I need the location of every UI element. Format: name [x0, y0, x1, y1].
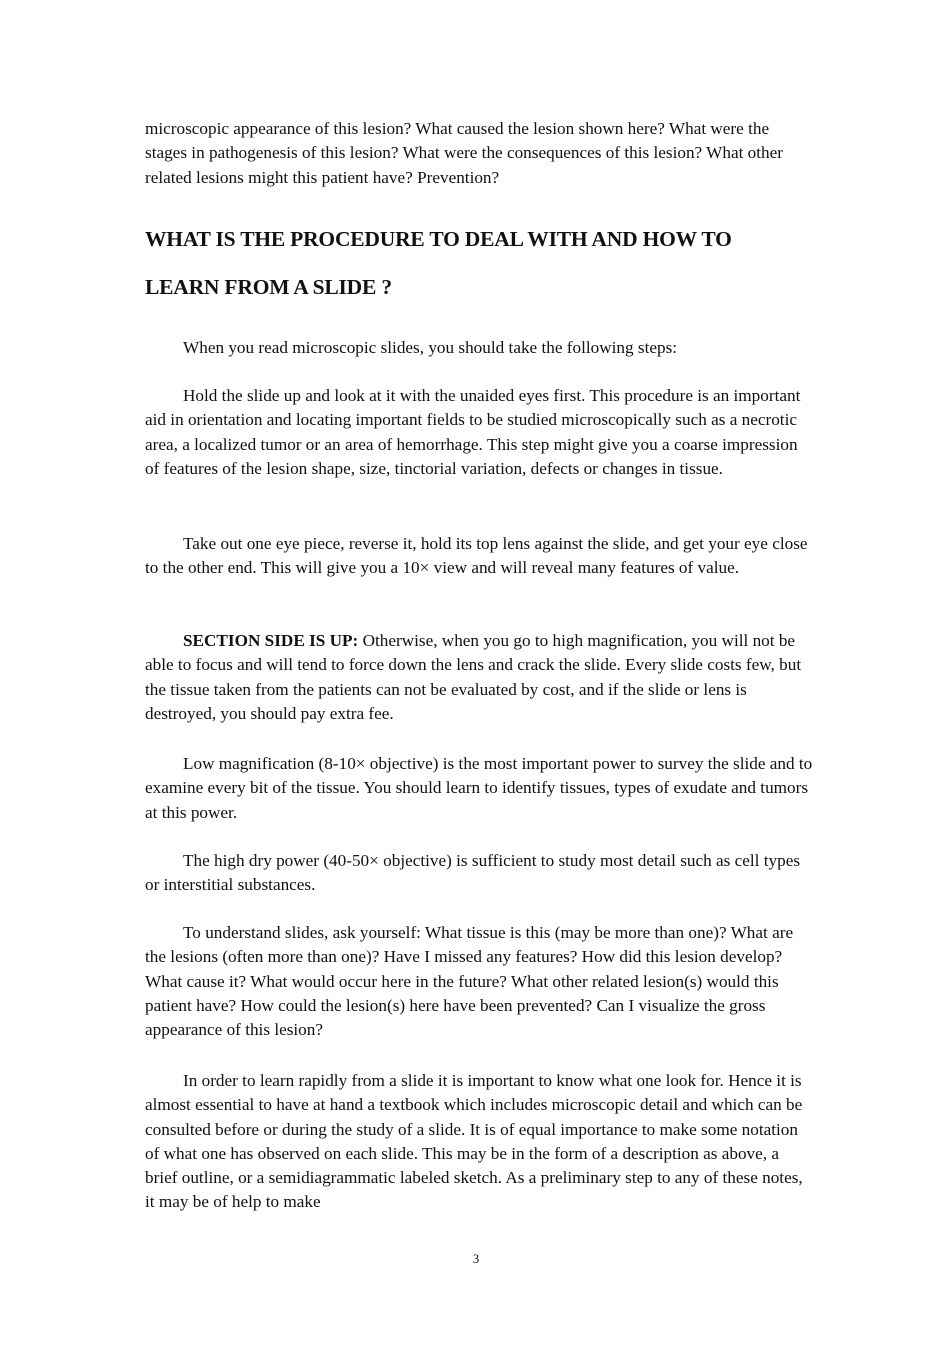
- paragraph-section-side: [145, 629, 815, 726]
- intro-paragraph: microscopic appearance of this lesion? What caused the lesion shown here? What were the stages in pathogenesis of this lesion? What were the consequences of this lesion? What other related lesions might this patient have? Prevention?: [145, 119, 783, 187]
- paragraph-steps-intro: When you read microscopic slides, you should take the following steps:: [183, 338, 678, 357]
- paragraph-eye-piece: Take out one eye piece, reverse it, hold its top lens against the slide, and get your eye close to the other end. This will give you a 10× view and will reveal many features of value.: [145, 534, 808, 578]
- section-heading-line-2: LEARN FROM A SLIDE ?: [145, 275, 392, 299]
- paragraph-high-dry: The high dry power (40-50× objective) is sufficient to study most detail such as cell types or interstitial substances.: [145, 851, 801, 895]
- section-side-label: SECTION SIDE IS UP:: [183, 631, 359, 650]
- paragraph-learn-rapidly: In order to learn rapidly from a slide it is important to know what one look for. Hence it is almost essential to have at hand a textbook which includes microscopic detail and which can be consulted before or during the study of a slide. It is of equal importance to make some notation of what one has observed on each slide. This may be in the form of a description as above, a brief outline, or a semidiagrammatic labeled sketch. As a preliminary step to any of these notes, it may be of help to make: [145, 1071, 803, 1212]
- section-heading-line-1: WHAT IS THE PROCEDURE TO DEAL WITH AND HOW TO: [145, 227, 732, 251]
- section-side-text: Otherwise, when you go to high magnification, you will not be able to focus and will tend to force down the lens and crack the slide. Every slide costs few, but the tissue taken from the patients can not be evaluated by cost, and if the slide or lens is destroyed, you should pay extra fee.: [145, 631, 802, 723]
- paragraph-understand-slides: To understand slides, ask yourself: What tissue is this (may be more than one)? What are the lesions (often more than one)? Have I missed any features? How did this lesion develop? What cause it? What would occur here in the future? What other related lesion(s) would this patient have? How could the lesion(s) here have been prevented? Can I visualize the gross appearance of this lesion?: [145, 923, 794, 1040]
- paragraph-unaided-eye: Hold the slide up and look at it with the unaided eyes first. This procedure is an important aid in orientation and locating important fields to be studied microscopically such as a necrotic area, a localized tumor or an area of hemorrhage. This step might give you a coarse impression of features of the lesion shape, size, tinctorial variation, defects or changes in tissue.: [145, 386, 801, 478]
- paragraph-low-magnification: Low magnification (8-10× objective) is the most important power to survey the slide and to examine every bit of the tissue. You should learn to identify tissues, types of exudate and tumors at this power.: [145, 754, 813, 822]
- page-number: 3: [472, 1252, 480, 1266]
